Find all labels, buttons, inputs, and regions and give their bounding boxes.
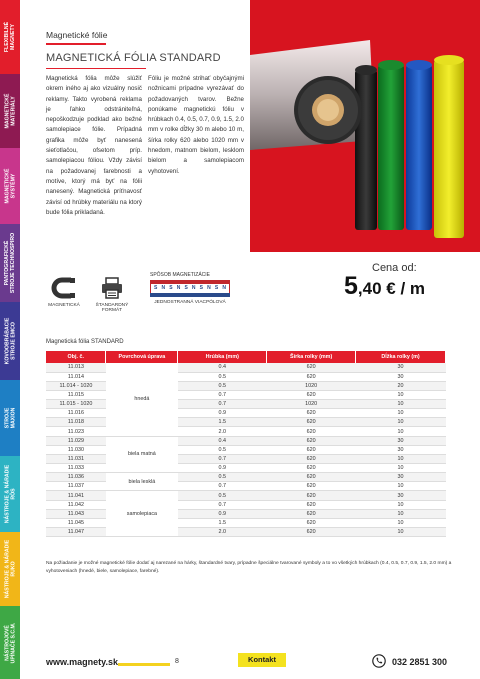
description-column-1: Magnetická fólia môže slúžiť okrem iného aj ako vizuálny nosič reklamy. Takto vyrobená reklama je ľahko odstrániteľná, nepoškodzuje podklad ako bežné samolepiace fólie. Prípadná grafika môže byť nanesená sieťotlačou, ofsetom príp. samolepiacou fóliou. Vždy závisí na požadovanej farebnosti a motíve, ktorý má byť na fólii nanesený. Magnetická príťnavosť závisí od hrúbky materiálu na ktorý bude fólia prikladaná. bbox=[46, 75, 142, 216]
cell-roll-length: 10 bbox=[356, 390, 446, 399]
cell-order-number: 11.018 bbox=[46, 418, 106, 427]
cell-order-number: 11.041 bbox=[46, 491, 106, 500]
cell-roll-length: 10 bbox=[356, 400, 446, 409]
cell-roll-length: 30 bbox=[356, 445, 446, 454]
cell-roll-length: 30 bbox=[356, 363, 446, 372]
cell-surface: biela lesklá bbox=[106, 473, 178, 491]
cell-thickness: 0.7 bbox=[178, 500, 267, 509]
contact-button[interactable]: Kontakt bbox=[238, 653, 286, 667]
cell-thickness: 0.5 bbox=[178, 381, 267, 390]
cell-roll-length: 10 bbox=[356, 500, 446, 509]
cell-roll-width: 620 bbox=[267, 427, 356, 436]
tab-nastroje-ros[interactable]: NÁSTROJE & NÁRADIE RÖS bbox=[0, 456, 20, 532]
cell-roll-width: 620 bbox=[267, 473, 356, 482]
cell-surface: samolepiaca bbox=[106, 491, 178, 537]
cell-thickness: 0.5 bbox=[178, 372, 267, 381]
cell-roll-length: 10 bbox=[356, 427, 446, 436]
magnetic-feature: MAGNETICKÁ bbox=[46, 277, 82, 308]
cell-order-number: 11.045 bbox=[46, 518, 106, 527]
cell-order-number: 11.033 bbox=[46, 464, 106, 473]
cell-order-number: 11.047 bbox=[46, 528, 106, 537]
cell-order-number: 11.030 bbox=[46, 445, 106, 454]
cell-order-number: 11.014 bbox=[46, 372, 106, 381]
cell-roll-length: 10 bbox=[356, 528, 446, 537]
header-thickness: Hrúbka (mm) bbox=[178, 351, 267, 363]
cell-order-number: 11.015 bbox=[46, 390, 106, 399]
cell-roll-length: 10 bbox=[356, 482, 446, 491]
cell-roll-width: 620 bbox=[267, 372, 356, 381]
cell-order-number: 11.015 - 1020 bbox=[46, 400, 106, 409]
cell-thickness: 0.7 bbox=[178, 482, 267, 491]
table-row bbox=[46, 436, 446, 445]
tab-magneticke-systemy[interactable]: MAGNETICKÉ SYSTÉMY bbox=[0, 148, 20, 224]
header-roll-length: Dĺžka rolky (m) bbox=[356, 351, 446, 363]
tab-pantograficke-stroje[interactable]: PANTOGRAFICKÉ STROJE TECHNOSPIRO bbox=[0, 224, 20, 302]
cell-roll-width: 620 bbox=[267, 436, 356, 445]
printer-icon bbox=[100, 277, 124, 299]
cell-order-number: 11.023 bbox=[46, 427, 106, 436]
cell-thickness: 0.5 bbox=[178, 473, 267, 482]
tab-kovoobrabacie-stroje[interactable]: KOVOOBRÁBACIE STROJE EMCO bbox=[0, 302, 20, 380]
tab-magneticke-materialy[interactable]: MAGNETICKÉ MATERIÁLY bbox=[0, 74, 20, 148]
cell-thickness: 0.9 bbox=[178, 509, 267, 518]
cell-thickness: 1.5 bbox=[178, 418, 267, 427]
cell-thickness: 0.5 bbox=[178, 445, 267, 454]
tab-stroje-maxion[interactable]: STROJE MAXION bbox=[0, 380, 20, 456]
cell-thickness: 0.9 bbox=[178, 409, 267, 418]
table-row bbox=[46, 473, 446, 482]
magnet-icon bbox=[51, 277, 77, 299]
cell-roll-width: 620 bbox=[267, 418, 356, 427]
magnetization-diagram: S N S N S N S N S N bbox=[150, 280, 230, 297]
cell-roll-length: 30 bbox=[356, 491, 446, 500]
description-column-2: Fóliu je možné strihať obyčajnými nožnicami prípadne vyrezávať do požadovaných tvarov. Bežne ponúkame magnetickú fóliu v hrúbkach 0.4, 0.5, 0.7, 0.9, 1.5, 2.0 mm v rolke dĺžky 30 m alebo 10 m, šírka rolky 620 alebo 1020 mm v hnedom, matnom bielom, lesklom bielom a samolepiacom vyhotovení. bbox=[148, 75, 244, 175]
cell-thickness: 0.7 bbox=[178, 454, 267, 463]
tab-nastroje-ruko[interactable]: NÁSTROJE & NÁRADIE RUKO bbox=[0, 532, 20, 606]
header-roll-width: Šírka rolky (mm) bbox=[267, 351, 356, 363]
cell-roll-length: 10 bbox=[356, 418, 446, 427]
cell-thickness: 0.5 bbox=[178, 491, 267, 500]
price-value: 5,40 € / m bbox=[344, 272, 426, 300]
cell-thickness: 2.0 bbox=[178, 528, 267, 537]
cell-order-number: 11.029 bbox=[46, 436, 106, 445]
cell-roll-width: 620 bbox=[267, 464, 356, 473]
tab-flexibilne-magnety[interactable]: FLEXIBILNÉ MAGNETY bbox=[0, 0, 20, 74]
cell-thickness: 0.9 bbox=[178, 464, 267, 473]
cell-order-number: 11.043 bbox=[46, 509, 106, 518]
cell-thickness: 0.4 bbox=[178, 436, 267, 445]
cell-thickness: 2.0 bbox=[178, 427, 267, 436]
cell-thickness: 0.4 bbox=[178, 363, 267, 372]
cell-order-number: 11.031 bbox=[46, 454, 106, 463]
phone-number[interactable]: 032 2851 300 bbox=[392, 657, 448, 667]
phone-icon bbox=[372, 654, 386, 668]
product-table bbox=[46, 351, 446, 537]
cell-thickness: 0.7 bbox=[178, 390, 267, 399]
magnetization-type: JEDNOSTRANNÁ VIACPÓLOVÁ bbox=[154, 300, 226, 305]
cell-roll-length: 30 bbox=[356, 436, 446, 445]
footnote: Na požiadanie je možné magnetické fólie dodať aj narezané na hárky, štandardné tvary, prípadne špeciálne tvarované symboly a to vo všetkých hrúbkach (0.4, 0.5, 0.7, 0.9, 1.5, 2.0 mm) a vyhotoveniach (hnedé, biele, samolepiace, farebné). bbox=[46, 561, 452, 574]
cell-roll-width: 620 bbox=[267, 454, 356, 463]
cell-roll-width: 620 bbox=[267, 528, 356, 537]
format-feature: ŠTANDARDNÝ FORMÁT bbox=[86, 277, 138, 313]
section-title: Magnetické fólie bbox=[46, 30, 108, 40]
footer-divider bbox=[118, 663, 170, 666]
cell-thickness: 1.5 bbox=[178, 518, 267, 527]
cell-order-number: 11.016 bbox=[46, 409, 106, 418]
cell-roll-length: 10 bbox=[356, 409, 446, 418]
cell-roll-length: 10 bbox=[356, 518, 446, 527]
cell-roll-width: 620 bbox=[267, 390, 356, 399]
cell-roll-length: 20 bbox=[356, 381, 446, 390]
section-divider bbox=[46, 43, 106, 45]
product-title: MAGNETICKÁ FÓLIA STANDARD bbox=[46, 52, 221, 64]
price-label: Cena od: bbox=[372, 262, 417, 274]
website-link[interactable]: www.magnety.sk bbox=[46, 657, 119, 667]
table-row bbox=[46, 491, 446, 500]
cell-roll-width: 1020 bbox=[267, 381, 356, 390]
cell-roll-width: 620 bbox=[267, 500, 356, 509]
cell-roll-length: 10 bbox=[356, 454, 446, 463]
cell-roll-width: 620 bbox=[267, 409, 356, 418]
page-number: 8 bbox=[175, 658, 179, 665]
cell-roll-width: 620 bbox=[267, 491, 356, 500]
cell-order-number: 11.042 bbox=[46, 500, 106, 509]
cell-roll-length: 10 bbox=[356, 464, 446, 473]
tab-nastrojove-upinace[interactable]: NÁSTROJOVÉ UPÍNAČE S.C.M. bbox=[0, 606, 20, 679]
product-photo bbox=[250, 0, 480, 252]
cell-roll-width: 620 bbox=[267, 518, 356, 527]
cell-surface: hnedá bbox=[106, 363, 178, 436]
title-divider bbox=[46, 68, 146, 69]
cell-order-number: 11.037 bbox=[46, 482, 106, 491]
cell-roll-width: 620 bbox=[267, 482, 356, 491]
cell-order-number: 11.014 - 1020 bbox=[46, 381, 106, 390]
cell-roll-width: 620 bbox=[267, 363, 356, 372]
magnetization-title: SPÔSOB MAGNETIZÁCIE bbox=[150, 272, 211, 278]
header-surface: Povrchová úprava bbox=[106, 351, 178, 363]
cell-roll-length: 10 bbox=[356, 509, 446, 518]
cell-surface: biela matná bbox=[106, 436, 178, 473]
cell-roll-width: 620 bbox=[267, 509, 356, 518]
cell-roll-length: 30 bbox=[356, 473, 446, 482]
table-row bbox=[46, 363, 446, 372]
category-sidebar bbox=[0, 0, 20, 679]
table-header-row bbox=[46, 351, 446, 363]
cell-roll-length: 30 bbox=[356, 372, 446, 381]
cell-thickness: 0.7 bbox=[178, 400, 267, 409]
cell-roll-width: 620 bbox=[267, 445, 356, 454]
cell-order-number: 11.013 bbox=[46, 363, 106, 372]
cell-roll-width: 1020 bbox=[267, 400, 356, 409]
table-title: Magnetická fólia STANDARD bbox=[46, 339, 124, 345]
header-order-number: Obj. č. bbox=[46, 351, 106, 363]
cell-order-number: 11.036 bbox=[46, 473, 106, 482]
